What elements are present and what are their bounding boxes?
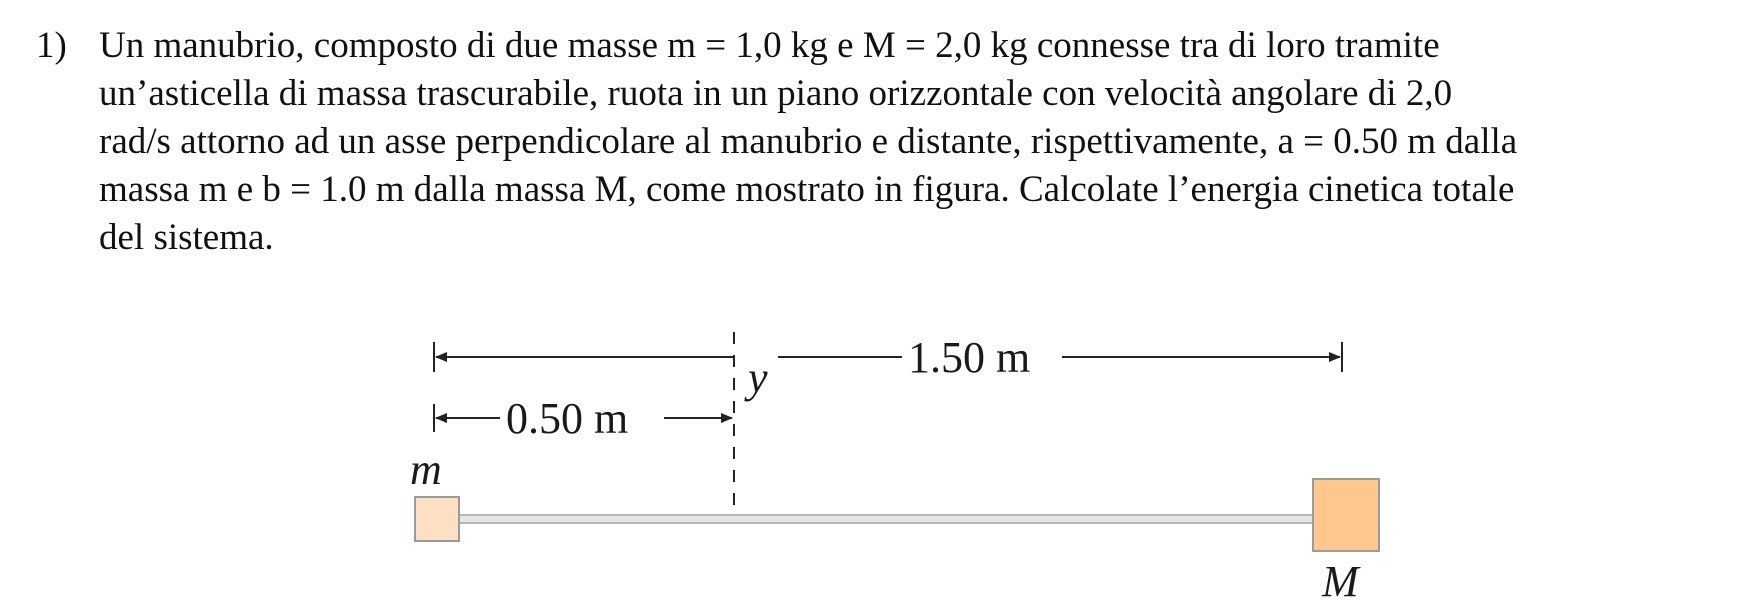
massless-rod [458,515,1314,523]
axis-label: y [748,353,768,402]
total-length-dimension [434,333,1342,382]
large-mass-label: M [1322,557,1359,606]
problem-line: massa m e b = 1.0 m dalla massa M, come mostrato in figura. Calcolate l’energia cinetica totale [99,169,1515,210]
axis-distance-dimension [434,394,732,443]
small-mass [415,497,459,541]
rotation-axis [734,332,768,522]
problem-line: del sistema. [99,217,274,258]
problem-line: rad/s attorno ad un asse perpendicolare al manubrio e distante, rispettivamente, a = 0.50 m dalla [99,121,1518,162]
problem-line: Un manubrio, composto di due masse m = 1,0 kg e M = 2,0 kg connesse tra di loro tramite [99,25,1440,66]
axis-distance-label: 0.50 m [506,394,629,443]
large-mass [1313,479,1379,551]
small-mass-label: m [410,445,442,494]
problem-number: 1) [36,25,67,66]
problem-line: un’asticella di massa trascurabile, ruota in un piano orizzontale con velocità angolare di 2,0 [99,73,1453,114]
total-length-label: 1.50 m [908,333,1031,382]
